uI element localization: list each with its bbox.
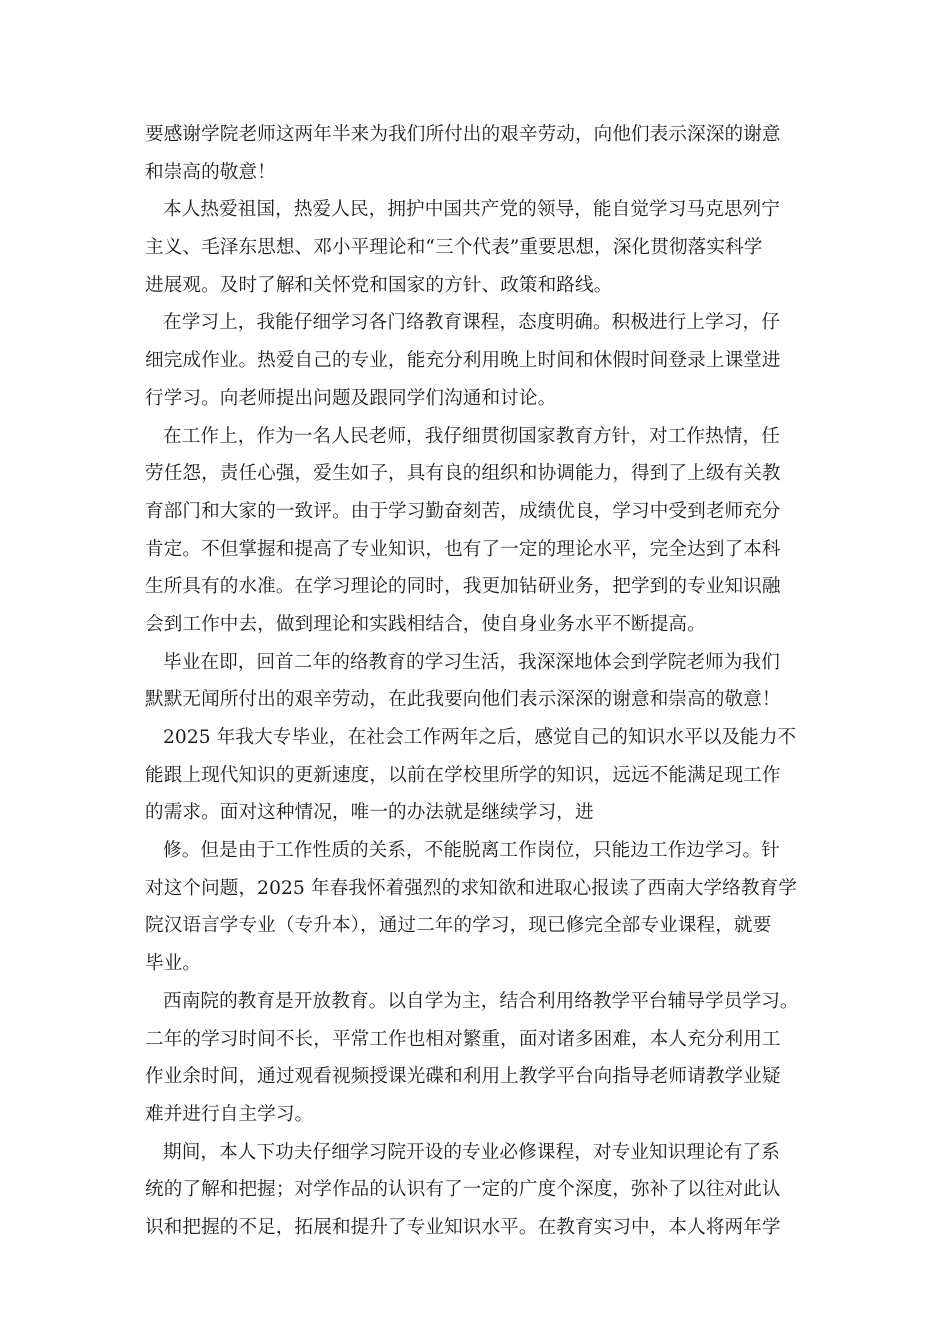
text-line: 难并进行自主学习。 xyxy=(145,1103,314,1125)
text-line: 统的了解和把握；对学作品的认识有了一定的广度个深度，弥补了以往对此认 xyxy=(145,1179,781,1201)
text-line: 修。但是由于工作性质的关系，不能脱离工作岗位，只能边工作边学习。针 xyxy=(163,840,780,862)
text-line: 二年的学习时间不长，平常工作也相对繁重，面对诸多困难，本人充分利用工 xyxy=(145,1028,781,1050)
text-line: 生所具有的水准。在学习理论的同时，我更加钻研业务，把学到的专业知识融 xyxy=(145,576,781,598)
text-line: 进展观。及时了解和关怀党和国家的方针、政策和路线。 xyxy=(145,274,613,296)
text-line: 会到工作中去，做到理论和实践相结合，使自身业务水平不断提高。 xyxy=(145,613,706,635)
text-line: 识和把握的不足，拓展和提升了专业知识水平。在教育实习中，本人将两年学 xyxy=(145,1216,781,1238)
text-line: 毕业。 xyxy=(145,953,202,975)
text-line: 主义、毛泽东思想、邓小平理论和“三个代表”重要思想，深化贯彻落实科学 xyxy=(145,237,763,259)
text-line: 院汉语言学专业（专升本），通过二年的学习，现已修完全部专业课程，就要 xyxy=(145,915,772,937)
text-line: 能跟上现代知识的更新速度，以前在学校里所学的知识，远远不能满足现工作 xyxy=(145,764,781,786)
paragraph-start-line: 西南院的教育是开放教育。以自学为主，结合利用络教学平台辅导学员学习。 xyxy=(163,990,799,1012)
text-line: 育部门和大家的一致评。由于学习勤奋刻苦，成绩优良，学习中受到老师充分 xyxy=(145,500,781,522)
text-line: 对这个问题，2025 年春我怀着强烈的求知欲和进取心报读了西南大学络教育学 xyxy=(145,877,797,899)
paragraph-start-line: 在学习上，我能仔细学习各门络教育课程，态度明确。积极进行上学习，仔 xyxy=(163,312,780,334)
paragraph-start-line: 期间，本人下功夫仔细学习院开设的专业必修课程，对专业知识理论有了系 xyxy=(163,1141,780,1163)
text-line: 的需求。面对这种情况，唯一的办法就是继续学习，进 xyxy=(145,802,594,824)
paragraph-start-line: 本人热爱祖国，热爱人民，拥护中国共产党的领导，能自觉学习马克思列宁 xyxy=(163,199,780,221)
paragraph-start-line: 在工作上，作为一名人民老师，我仔细贯彻国家教育方针，对工作热情，任 xyxy=(163,425,780,447)
text-line: 行学习。向老师提出问题及跟同学们沟通和讨论。 xyxy=(145,387,557,409)
text-line: 和崇高的敬意！ xyxy=(145,161,276,183)
text-line: 细完成作业。热爱自己的专业，能充分利用晚上时间和休假时间登录上课堂进 xyxy=(145,350,781,372)
text-line: 劳任怨，责任心强，爱生如子，具有良的组织和协调能力，得到了上级有关教 xyxy=(145,463,781,485)
paragraph-start-line: 毕业在即，回首二年的络教育的学习生活，我深深地体会到学院老师为我们 xyxy=(163,651,780,673)
text-line: 作业余时间，通过观看视频授课光碟和利用上教学平台向指导老师请教学业疑 xyxy=(145,1066,781,1088)
paragraph-start-line: 2025 年我大专毕业，在社会工作两年之后，感觉自己的知识水平以及能力不 xyxy=(163,727,797,748)
text-line: 肯定。不但掌握和提高了专业知识，也有了一定的理论水平，完全达到了本科 xyxy=(145,538,781,560)
document-body xyxy=(145,116,807,1247)
text-line: 默默无闻所付出的艰辛劳动，在此我要向他们表示深深的谢意和崇高的敬意！ xyxy=(145,689,781,711)
text-line: 要感谢学院老师这两年半来为我们所付出的艰辛劳动，向他们表示深深的谢意 xyxy=(145,124,781,145)
